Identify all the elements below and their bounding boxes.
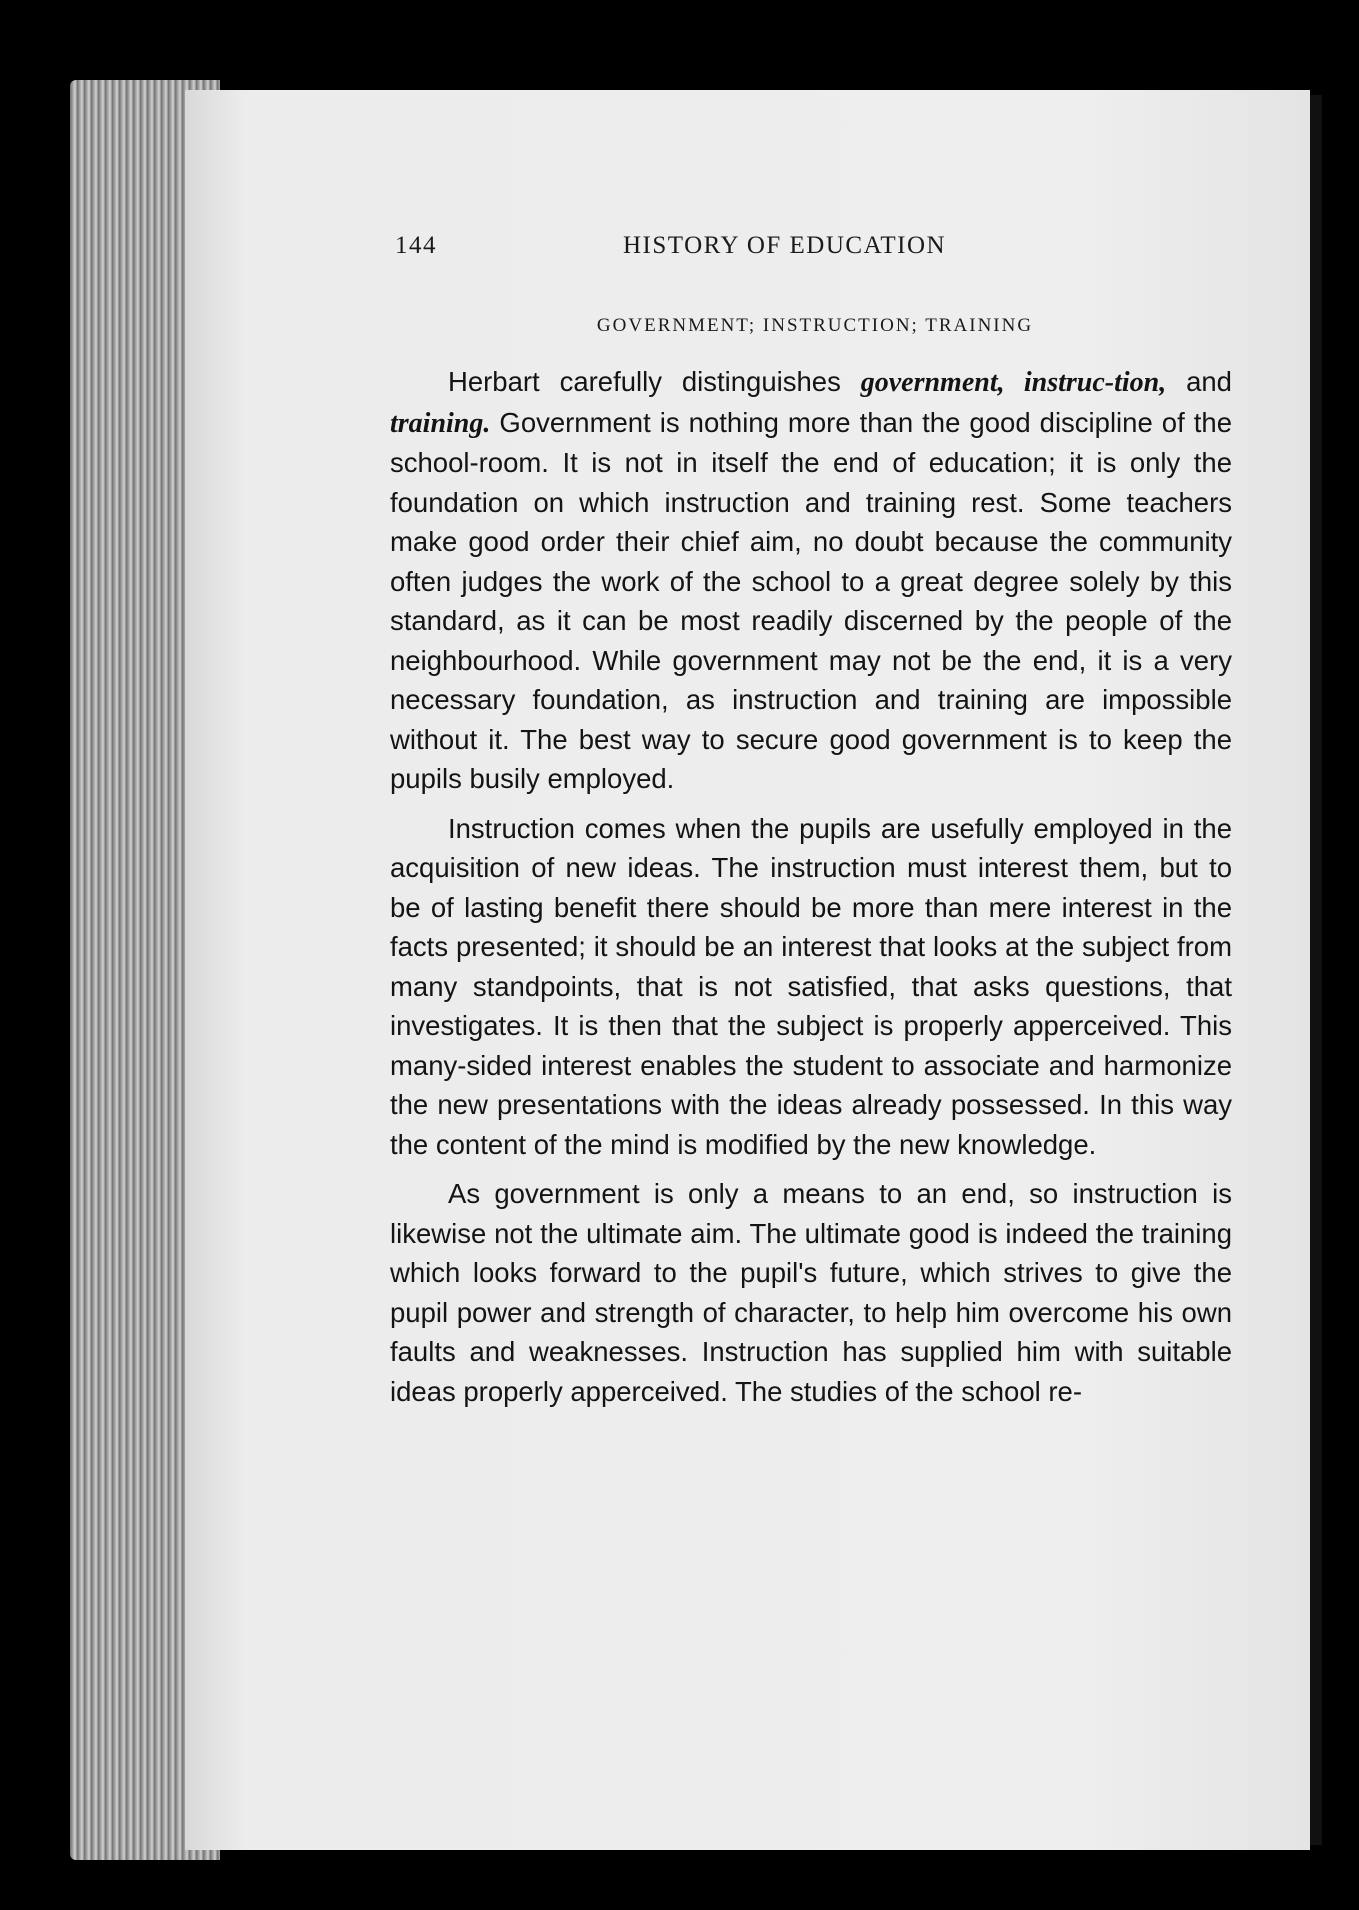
italic-term-government-instruction: government, instruc-tion, [860, 367, 1167, 398]
section-heading: GOVERNMENT; INSTRUCTION; TRAINING [596, 315, 1034, 336]
paragraph-1-lead: Herbart carefully distinguishes [448, 366, 861, 397]
italic-term-training: training. [390, 407, 491, 439]
paragraph-3: As government is only a means to an end, so instruction is likewise not the ultimate aim. The ultimate good is indeed the training which looks forward to the pupil's future, which strives to give the pupil power and strength of character, to help him overcome his own faults and weaknesses. Instruction has supplied him with suitable ideas properly apperceived. The studies of the school re- [390, 1178, 1232, 1407]
body-text [390, 362, 1232, 1421]
paragraph-1-rest: Government is nothing more than the good discipline of the school-room. It is not in itself the end of education; it is only the foundation on which instruction and training rest. Some teachers make good order their chief aim, no doubt because the community often judges the work of the school to a great degree solely by this standard, as it can be most readily discerned by the people of the neighbourhood. While government may not be the end, it is a very necessary foundation, as instruction and training are impossible without it. The best way to secure good government is to keep the pupils busily employed. [390, 406, 1232, 794]
book-spine [1310, 95, 1322, 1845]
page-number: 144 [395, 232, 437, 259]
book-title: HISTORY OF EDUCATION [623, 232, 947, 259]
paragraph-1 [390, 362, 1232, 799]
paragraph-1-and: and [1166, 366, 1232, 397]
paragraph-2: Instruction comes when the pupils are usefully employed in the acquisition of new ideas. The instruction must interest them, but to be of lasting benefit there should be more than mere interest in the facts presented; it should be an interest that looks at the subject from many standpoints, that is not satisfied, that asks questions, that investigates. It is then that the subject is properly apperceived. This many-sided interest enables the student to associate and harmonize the new presentations with the ideas already possessed. In this way the content of the mind is modified by the new knowledge. [390, 812, 1232, 1160]
